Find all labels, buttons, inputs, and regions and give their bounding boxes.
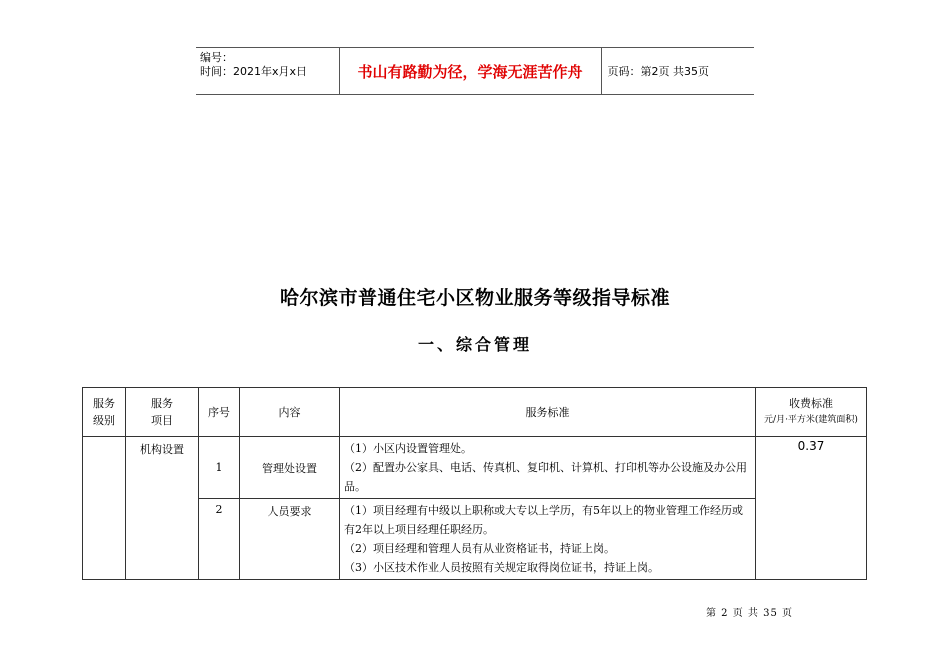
header-meta <box>196 48 339 95</box>
header-motto: 书山有路勤为径，学海无涯苦作舟 <box>339 48 601 95</box>
col-header-fee <box>756 388 867 437</box>
col-header-seq: 序号 <box>199 388 240 437</box>
document-number-label: 编号： <box>200 51 233 64</box>
page-footer: 第 2 页 共 35 页 <box>706 608 793 619</box>
seq-cell: 1 <box>199 437 240 499</box>
col-header-project-text: 服务项目 <box>151 397 173 427</box>
service-level-cell <box>83 437 126 580</box>
service-standard-table <box>82 387 867 580</box>
standard-cell <box>340 437 756 499</box>
col-header-level <box>83 388 126 437</box>
col-header-project <box>126 388 199 437</box>
fee-header-label: 收费标准 <box>789 397 833 410</box>
page-header <box>196 47 754 95</box>
service-project-cell: 机构设置 <box>126 437 199 580</box>
content-cell: 人员要求 <box>240 499 340 580</box>
standard-cell <box>340 499 756 580</box>
standard-line: （1）小区内设置管理处。 <box>344 442 472 455</box>
col-header-content: 内容 <box>240 388 340 437</box>
col-header-level-text: 服务级别 <box>93 397 115 427</box>
section-title: 一、综合管理 <box>417 335 532 354</box>
standard-line: （3）小区技术作业人员按照有关规定取得岗位证书，持证上岗。 <box>344 561 659 574</box>
document-time-label: 时间：2021年x月x日 <box>200 65 308 78</box>
standard-line: （1）项目经理有中级以上职称或大专以上学历，有5年以上的物业管理工作经历或有2年以上项目经理任职经历。 <box>344 504 743 536</box>
standard-line: （2）项目经理和管理人员有从业资格证书，持证上岗。 <box>344 542 615 555</box>
table-header-row <box>83 388 867 437</box>
standard-line: （2）配置办公家具、电话、传真机、复印机、计算机、打印机等办公设施及办公用品。 <box>344 461 747 493</box>
fee-cell: 0.37 <box>756 437 867 580</box>
seq-cell: 2 <box>199 499 240 580</box>
table-row <box>83 437 867 462</box>
page-number-label: 页码：第2页 共35页 <box>601 48 754 95</box>
document-title: 哈尔滨市普通住宅小区物业服务等级指导标准 <box>279 287 670 309</box>
content-cell: 管理处设置 <box>240 437 340 499</box>
col-header-standard: 服务标准 <box>340 388 756 437</box>
fee-unit-label: 元/月·平方米(建筑面积) <box>764 415 858 425</box>
table-row <box>83 499 867 580</box>
